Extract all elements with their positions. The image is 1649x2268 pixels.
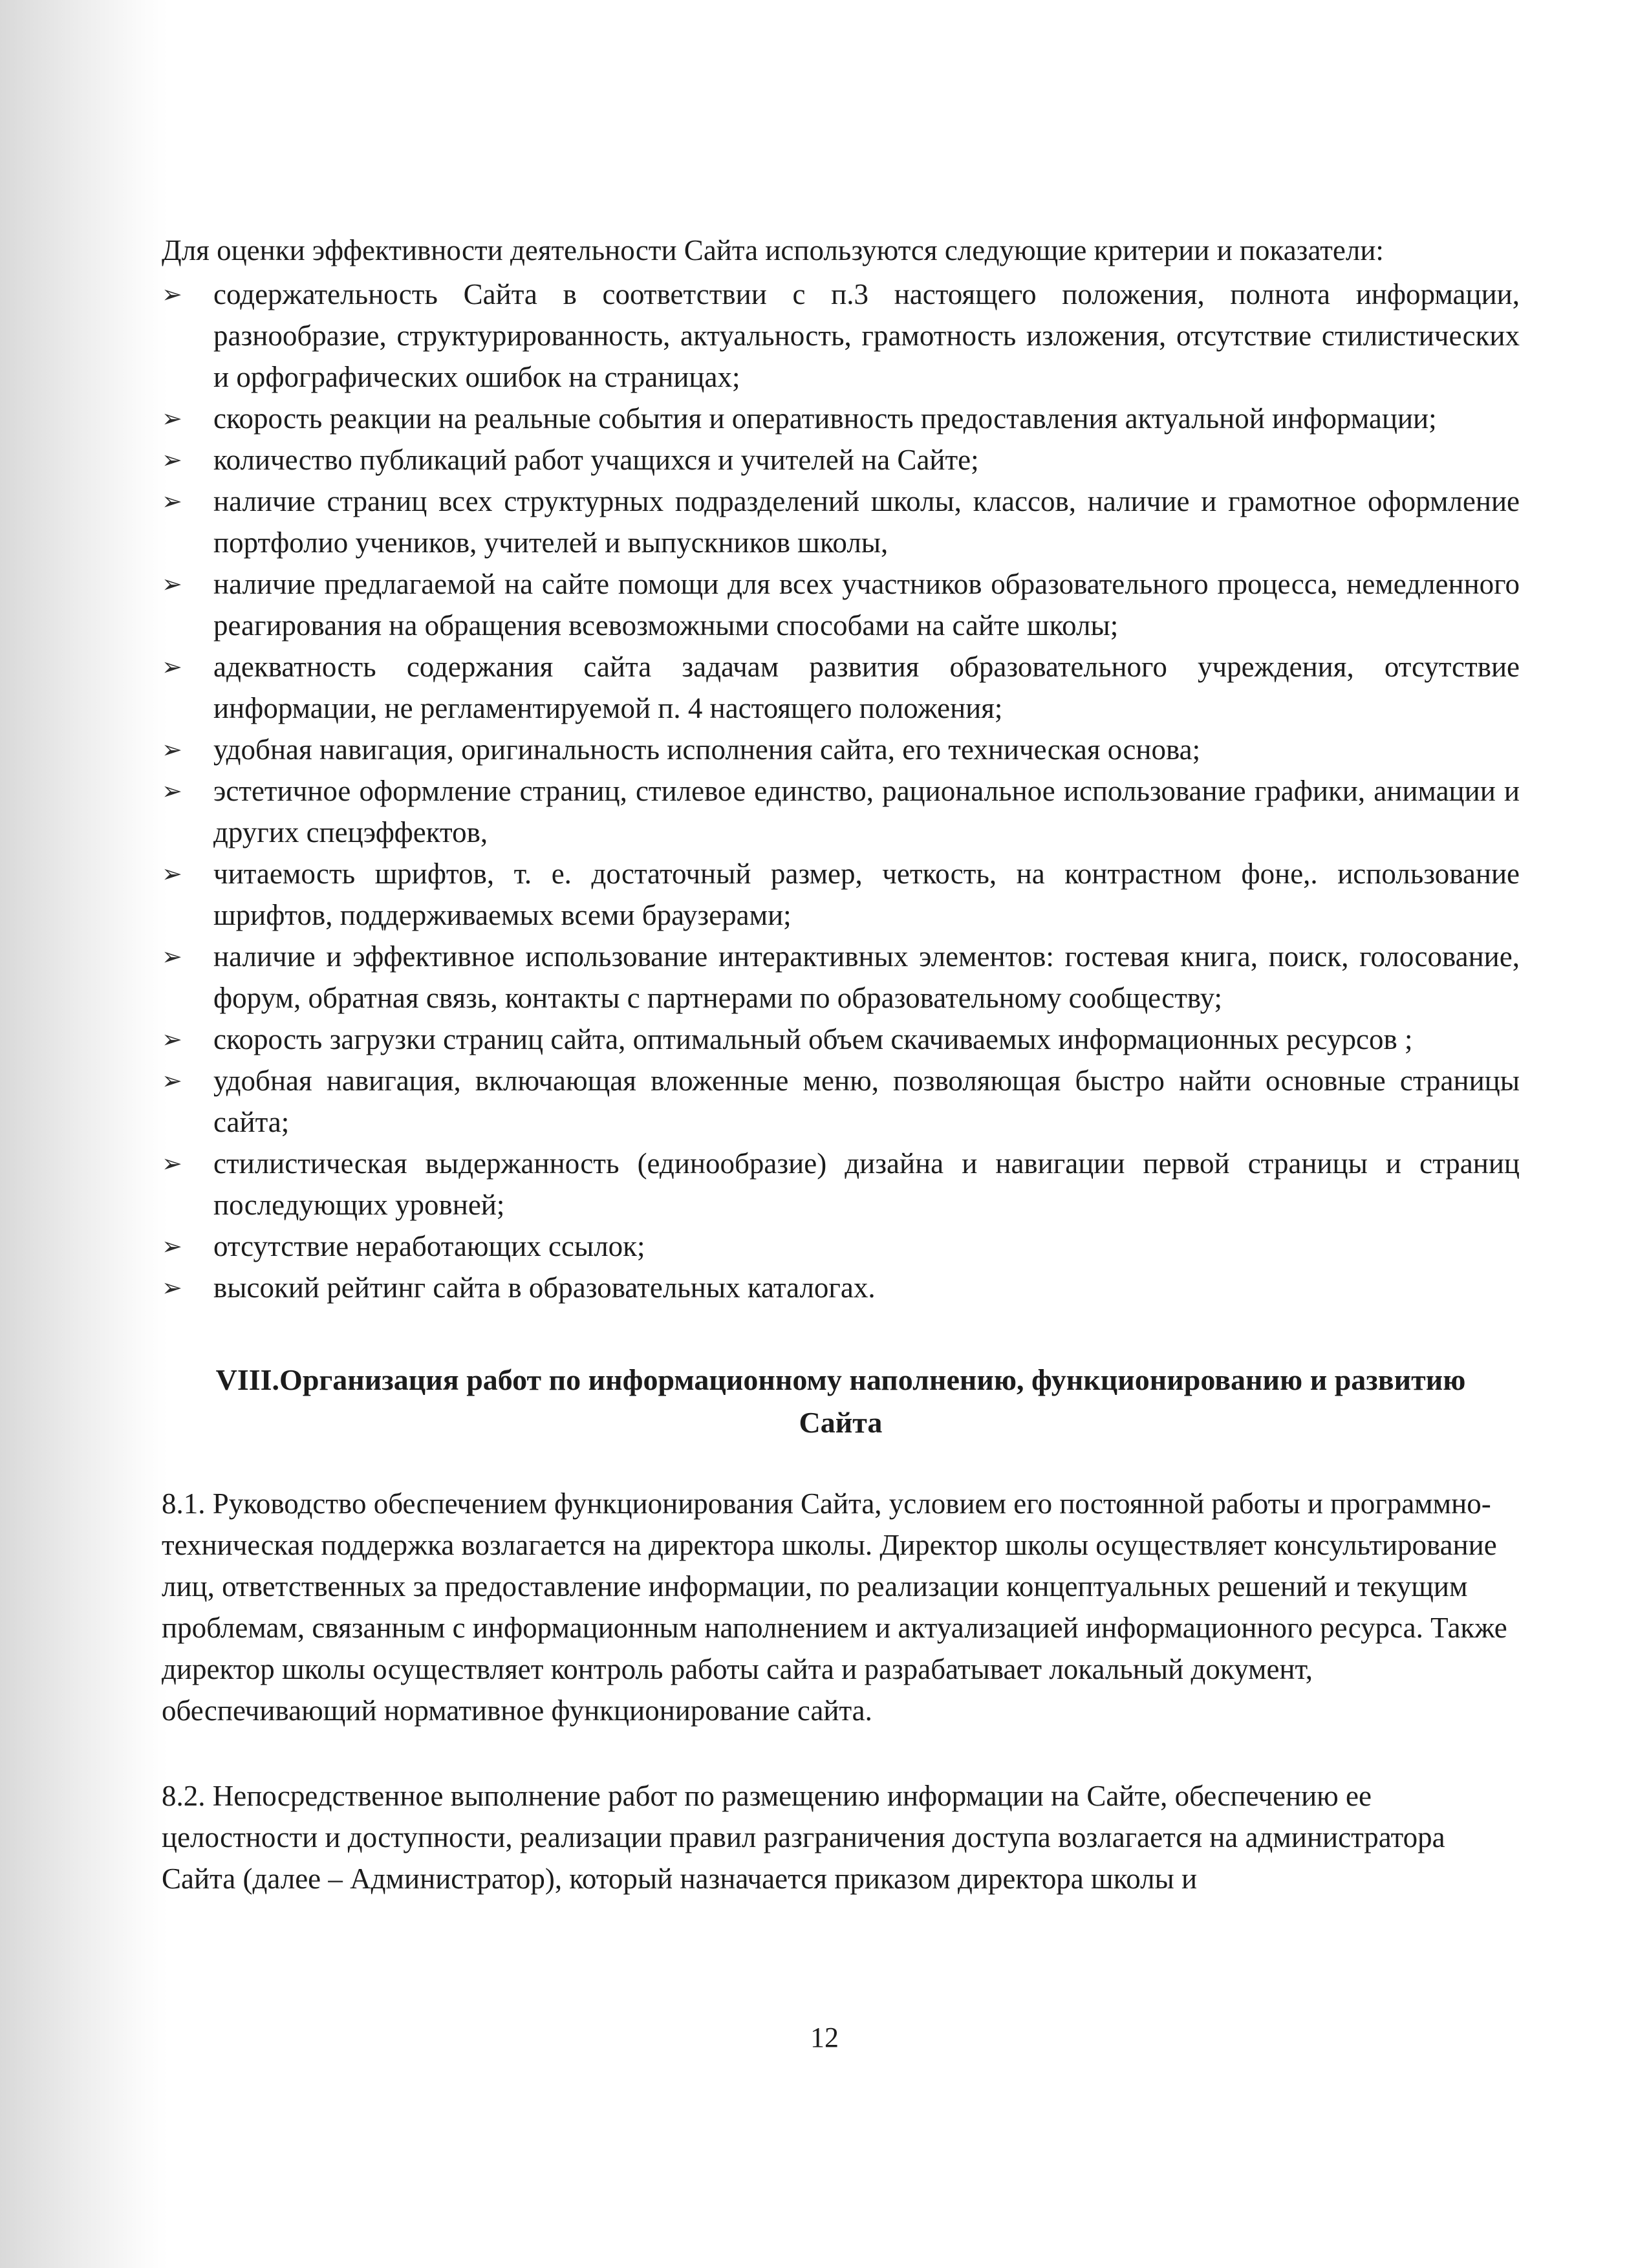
criteria-text: стилистическая выдержанность (единообразие) дизайна и навигации первой страницы и страниц последующих уровней; <box>213 1147 1520 1221</box>
arrow-bullet-icon: ➢ <box>162 1273 182 1302</box>
criteria-text: отсутствие неработающих ссылок; <box>213 1230 645 1262</box>
section-heading: VIII.Организация работ по информационному наполнению, функционированию и развитию Сайта <box>215 1363 1466 1439</box>
arrow-bullet-icon: ➢ <box>162 1232 182 1260</box>
arrow-bullet-icon: ➢ <box>162 570 182 598</box>
criteria-item <box>162 1019 1520 1060</box>
criteria-intro: Для оценки эффективности деятельности Сайта используются следующие критерии и показатели: <box>162 234 1384 266</box>
criteria-text: читаемость шрифтов, т. е. достаточный размер, четкость, на контрастном фоне,. использование шрифтов, поддерживаемых всеми браузерами; <box>213 858 1520 931</box>
criteria-item <box>162 729 1520 770</box>
criteria-item <box>162 936 1520 1019</box>
arrow-bullet-icon: ➢ <box>162 942 182 971</box>
arrow-bullet-icon: ➢ <box>162 1149 182 1178</box>
criteria-item <box>162 1267 1520 1308</box>
arrow-bullet-icon: ➢ <box>162 446 182 474</box>
paragraph-8-1: 8.1. Руководство обеспечением функционирования Сайта, условием его постоянной работы и программно-техническая поддержка возлагается на директора школы. Директор школы осуществляет консультирование лиц, ответственных за предоставление информации, по реализации концептуальных решений и текущим проблемам, связанным с информационным наполнением и актуализацией информационного ресурса. Также директор школы осуществляет контроль работы сайта и разрабатывает локальный документ, обеспечивающий нормативное функционирование сайта. <box>162 1487 1507 1727</box>
criteria-item <box>162 770 1520 853</box>
criteria-item <box>162 1226 1520 1267</box>
criteria-item <box>162 563 1520 646</box>
arrow-bullet-icon: ➢ <box>162 487 182 515</box>
arrow-bullet-icon: ➢ <box>162 1025 182 1053</box>
criteria-item <box>162 439 1520 481</box>
criteria-item <box>162 646 1520 729</box>
document-page <box>162 230 1520 1943</box>
arrow-bullet-icon: ➢ <box>162 777 182 805</box>
criteria-text: наличие страниц всех структурных подразделений школы, классов, наличие и грамотное оформление портфолио учеников, учителей и выпускников школы, <box>213 485 1520 559</box>
criteria-text: количество публикаций работ учащихся и учителей на Сайте; <box>213 444 979 476</box>
arrow-bullet-icon: ➢ <box>162 859 182 888</box>
arrow-bullet-icon: ➢ <box>162 404 182 433</box>
criteria-text: удобная навигация, оригинальность исполнения сайта, его техническая основа; <box>213 733 1201 766</box>
criteria-text: наличие предлагаемой на сайте помощи для всех участников образовательного процесса, немедленного реагирования на обращения всевозможными способами на сайте школы; <box>213 568 1520 642</box>
criteria-list <box>162 274 1520 1308</box>
criteria-item <box>162 1143 1520 1226</box>
scan-edge-shadow <box>0 0 168 2268</box>
criteria-text: удобная навигация, включающая вложенные меню, позволяющая быстро найти основные страницы сайта; <box>213 1064 1520 1138</box>
criteria-text: высокий рейтинг сайта в образовательных каталогах. <box>213 1271 876 1304</box>
arrow-bullet-icon: ➢ <box>162 280 182 308</box>
arrow-bullet-icon: ➢ <box>162 1066 182 1095</box>
paragraph-8-2: 8.2. Непосредственное выполнение работ по размещению информации на Сайте, обеспечению ее целостности и доступности, реализации правил разграничения доступа возлагается на администратора Сайта (далее – Администратор), который назначается приказом директора школы и <box>162 1780 1445 1895</box>
criteria-item <box>162 481 1520 563</box>
arrow-bullet-icon: ➢ <box>162 735 182 764</box>
criteria-text: содержательность Сайта в соответствии с п.3 настоящего положения, полнота информации, разнообразие, структурированность, актуальность, грамотность изложения, отсутствие стилистических и орфографических ошибок на страницах; <box>213 278 1520 393</box>
criteria-text: эстетичное оформление страниц, стилевое единство, рациональное использование графики, анимации и других спецэффектов, <box>213 775 1520 848</box>
criteria-text: наличие и эффективное использование интерактивных элементов: гостевая книга, поиск, голосование, форум, обратная связь, контакты с партнерами по образовательному сообществу; <box>213 940 1520 1014</box>
page-number: 12 <box>810 2022 839 2053</box>
criteria-text: адекватность содержания сайта задачам развития образовательного учреждения, отсутствие информации, не регламентируемой п. 4 настоящего положения; <box>213 651 1520 724</box>
criteria-item <box>162 274 1520 398</box>
criteria-text: скорость реакции на реальные события и оперативность предоставления актуальной информации; <box>213 402 1437 435</box>
criteria-item <box>162 853 1520 936</box>
arrow-bullet-icon: ➢ <box>162 653 182 681</box>
criteria-text: скорость загрузки страниц сайта, оптимальный объем скачиваемых информационных ресурсов ; <box>213 1023 1413 1055</box>
criteria-item <box>162 1060 1520 1143</box>
criteria-item <box>162 398 1520 439</box>
